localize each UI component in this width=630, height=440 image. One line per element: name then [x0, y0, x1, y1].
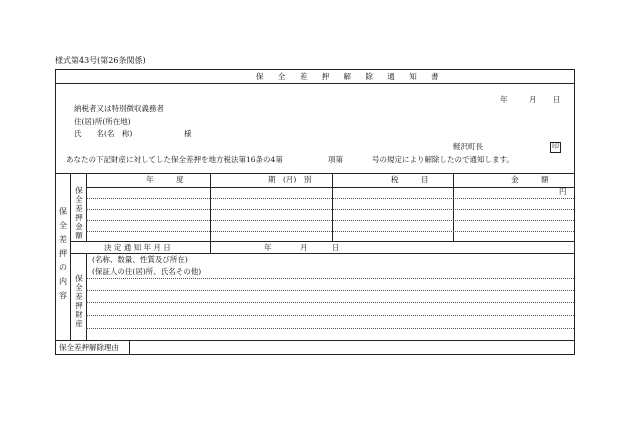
section-col-divider [70, 173, 71, 340]
amount-row [86, 198, 574, 199]
header-year: 年 度 [146, 175, 184, 184]
notice-text-2: 項第 [328, 155, 343, 164]
honorific: 様 [184, 129, 192, 138]
property-desc-2: (保証人の住(居)所、氏名その他) [92, 267, 202, 276]
recipient-type: 納税者又は特別徴収義務者 [74, 104, 164, 113]
notice-form [55, 69, 575, 355]
amount-row [86, 231, 574, 232]
recipient-address-label: 住(居)所(所在地) [74, 117, 131, 126]
issuer-title: 軽沢町長 [453, 142, 483, 151]
property-label-divider [86, 253, 87, 340]
property-row [86, 328, 574, 329]
property-label: 保全差押財産 [75, 274, 83, 328]
date-day-label: 日 [553, 95, 561, 104]
decision-month: 月 [300, 243, 308, 252]
seal-mark: 印 [550, 142, 561, 153]
header-amount: 金 額 [511, 175, 549, 184]
decision-year: 年 [264, 243, 272, 252]
amount-row [86, 220, 574, 221]
form-number: 様式第43号(第26条関係) [55, 56, 146, 65]
amount-label: 保全差押金額 [75, 186, 83, 240]
title-divider [56, 83, 574, 84]
decision-col-divider [210, 241, 211, 253]
notice-text-3: 号の規定により解除したので通知します。 [372, 155, 514, 164]
notice-text-1: あなたの下記財産に対してした保全差押を地方税法第16条の4第 [66, 155, 283, 164]
section-label: 保全差押の内容 [59, 207, 67, 300]
date-month-label: 月 [529, 95, 537, 104]
property-desc-1: (名称、数量、性質及び所在) [92, 255, 188, 264]
recipient-name-label: 氏 名(名 称) [74, 129, 133, 138]
yen-unit: 円 [559, 187, 567, 196]
property-row [86, 278, 574, 279]
decision-day: 日 [332, 243, 340, 252]
header-period: 期 (月) 別 [268, 175, 312, 184]
decision-bottom-divider [70, 253, 574, 254]
content-bottom-divider [56, 340, 574, 341]
amount-bottom-divider [70, 241, 574, 242]
header-divider [56, 173, 574, 174]
release-reason-label: 保全差押解除理由 [59, 343, 119, 352]
amount-header-divider [86, 187, 574, 188]
property-row [86, 302, 574, 303]
date-year-label: 年 [500, 95, 508, 104]
decision-date-label: 決 定 通 知 年 月 日 [104, 243, 171, 252]
property-row [86, 315, 574, 316]
release-reason-divider [129, 340, 130, 354]
amount-row [86, 209, 574, 210]
form-title: 保 全 差 押 解 除 通 知 書 [256, 72, 445, 81]
property-row [86, 290, 574, 291]
header-tax-item: 税 目 [391, 175, 429, 184]
